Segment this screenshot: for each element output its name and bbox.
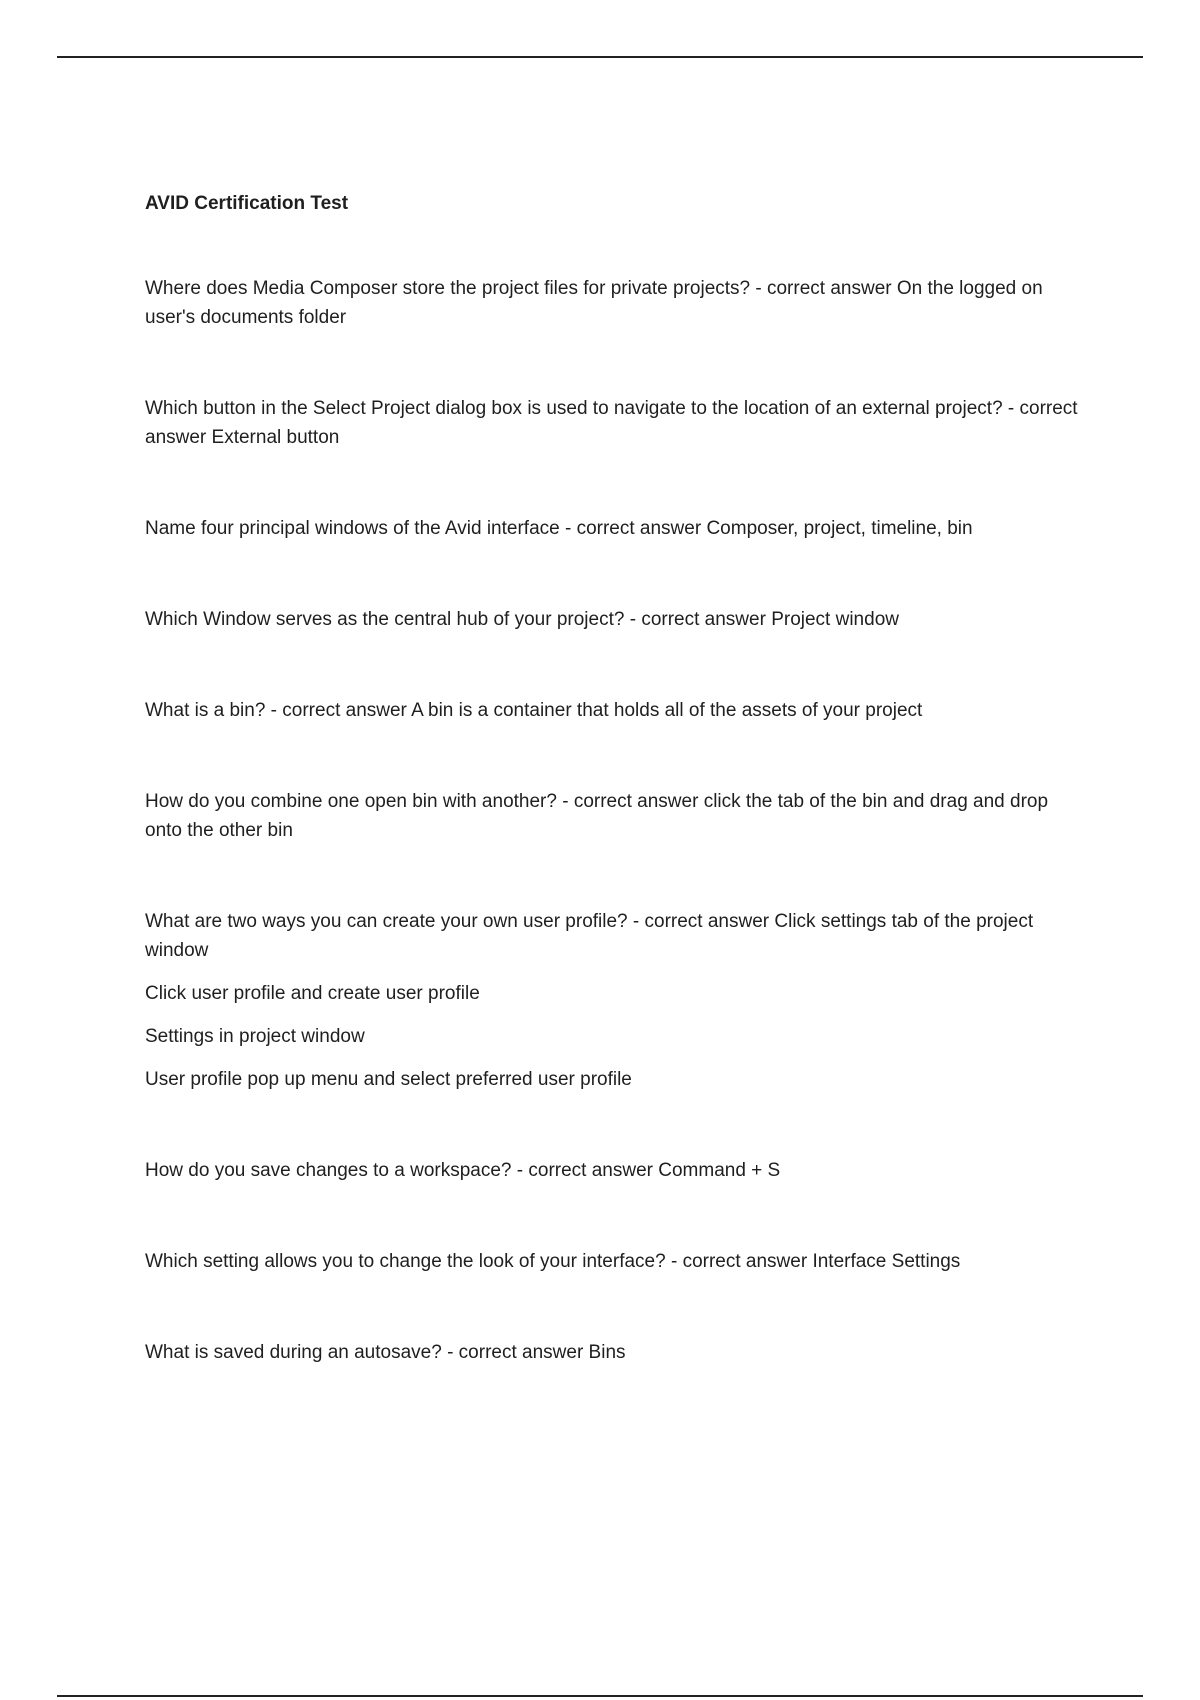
qa-item: Where does Media Composer store the project files for private projects? - correct answer On the logged on user's documents folder (145, 278, 1043, 328)
bottom-rule (57, 1695, 1143, 1697)
qa-item: What are two ways you can create your own user profile? - correct answer Click settings tab of the project window (145, 911, 1034, 961)
qa-answer-lines (145, 979, 1085, 1094)
qa-item: Which Window serves as the central hub of your project? - correct answer Project window (145, 609, 899, 630)
qa-item: What is saved during an autosave? - correct answer Bins (145, 1342, 626, 1363)
qa-item: Which button in the Select Project dialog box is used to navigate to the location of an external project? - correct answer External button (145, 398, 1078, 448)
document-body (145, 190, 1085, 1429)
answer-line: User profile pop up menu and select preferred user profile (145, 1069, 632, 1090)
qa-item: How do you combine one open bin with another? - correct answer click the tab of the bin and drag and drop onto the other bin (145, 791, 1049, 841)
qa-item: Name four principal windows of the Avid interface - correct answer Composer, project, timeline, bin (145, 518, 973, 539)
answer-line: Click user profile and create user profile (145, 983, 480, 1004)
qa-item: How do you save changes to a workspace? - correct answer Command + S (145, 1160, 781, 1181)
qa-item: What is a bin? - correct answer A bin is a container that holds all of the assets of your project (145, 700, 923, 721)
document-title: AVID Certification Test (145, 193, 349, 214)
top-rule (57, 56, 1143, 58)
qa-item: Which setting allows you to change the look of your interface? - correct answer Interface Settings (145, 1251, 961, 1272)
answer-line: Settings in project window (145, 1026, 365, 1047)
